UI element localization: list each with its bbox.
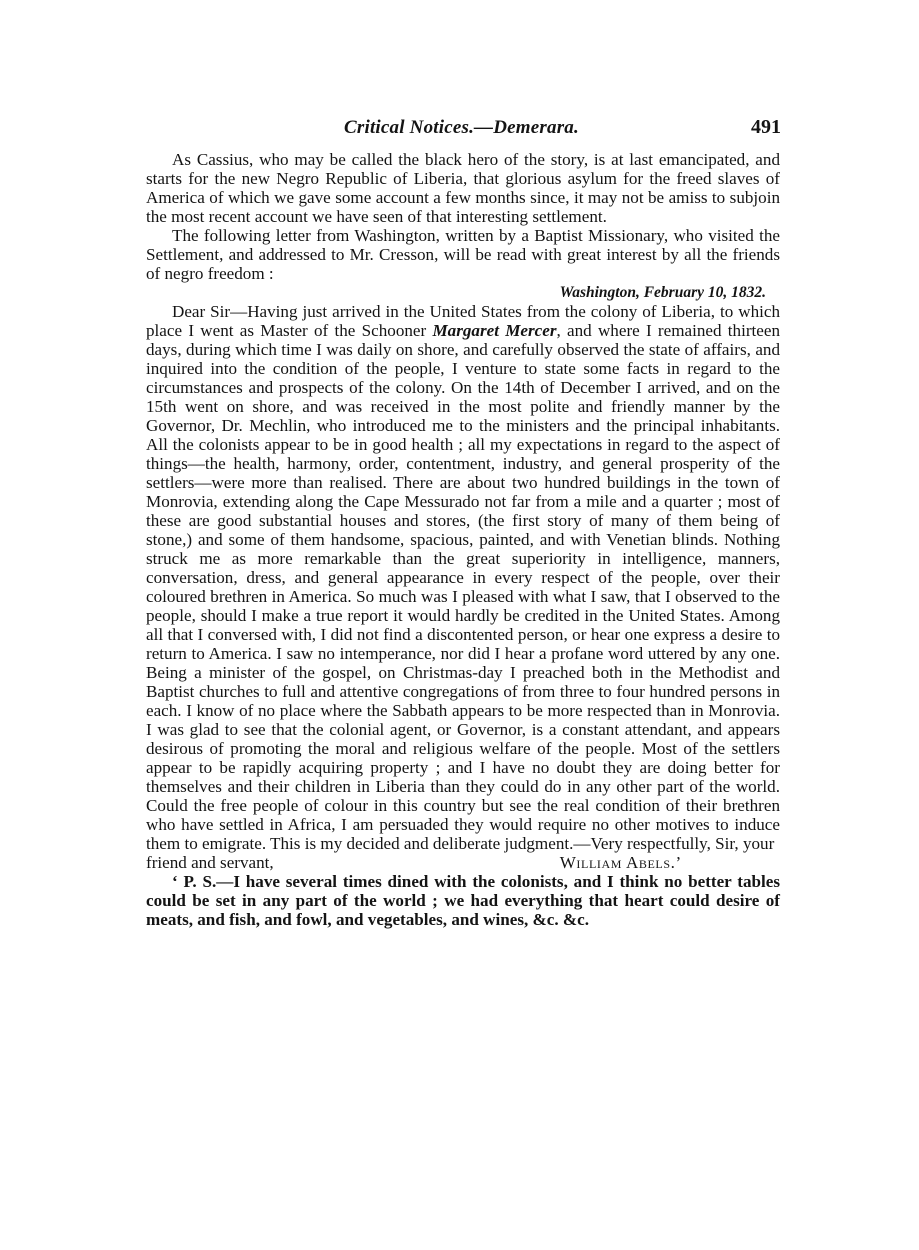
letter-body-part1: Dear Sir—Having just arrived in the United States from the colony of Liberia, to which place I went as Master of the Schooner bbox=[146, 302, 780, 340]
letter-body bbox=[146, 302, 780, 853]
postscript: ‘ P. S.—I have several times dined with the colonists, and I think no better tables could be set in any part of the world ; we had everything that heart could desire of meats, and fish, and fowl, and vegetables, and wines, &c. &c. bbox=[146, 872, 780, 929]
signature-line bbox=[146, 853, 780, 872]
ship-name: Margaret Mercer bbox=[432, 321, 557, 340]
running-head: Critical Notices.—Demerara. bbox=[344, 117, 579, 138]
intro-paragraph: As Cassius, who may be called the black hero of the story, is at last emancipated, and starts for the new Negro Republic of Liberia, that glorious asylum for the freed slaves of America of which we gave some account a few months since, it may not be amiss to subjoin the most recent account we have seen of that interesting settlement. bbox=[146, 150, 780, 226]
letter-intro-paragraph: The following letter from Washington, written by a Baptist Missionary, who visited the Settlement, and addressed to Mr. Cresson, will be read with great interest by all the friends of negro freedom : bbox=[146, 226, 780, 283]
letter-closing: friend and servant, bbox=[146, 853, 274, 872]
letter-body-part2: , and where I remained thirteen days, during which time I was daily on shore, and carefully observed the state of affairs, and inquired into the condition of the people, I venture to state some facts in regard to the circumstances and prospects of the colony. On the 14th of December I arrived, and on the 15th went on shore, and was received in the most polite and friendly manner by the Governor, Dr. Mechlin, who introduced me to the ministers and the principal inhabitants. All the colonists appear to be in good health ; all my expectations in regard to the aspect of things—the health, harmony, order, contentment, industry, and general prosperity of the settlers—were more than realised. There are about two hundred buildings in the town of Monrovia, extending along the Cape Messurado not far from a mile and a quarter ; most of these are good substantial houses and stores, (the first story of many of them being of stone,) and some of them handsome, spacious, painted, and with Venetian blinds. Nothing struck me as more remarkable than the great superiority in intelligence, manners, conversation, dress, and general appearance in every respect of the people, over their coloured brethren in America. So much was I pleased with what I saw, that I observed to the people, should I make a true report it would hardly be credited in the United States. Among all that I conversed with, I did not find a discontented person, or hear one express a desire to return to America. I saw no intemperance, nor did I hear a profane word uttered by any one. Being a minister of the gospel, on Christmas-day I preached both in the Methodist and Baptist churches to full and attentive congregations of from three to four hundred persons in each. I know of no place where the Sabbath appears to be more respected than in Monrovia. I was glad to see that the colonial agent, or Governor, is a constant attendant, and appears desirous of promoting the moral and religious welfare of the people. Most of the settlers appear to be rapidly acquiring property ; and I have no doubt they are doing better for themselves and their children in Liberia than they could do in any other part of the world. Could the free people of colour in this country but see the real condition of their brethren who have settled in Africa, I am persuaded they would require no other motives to induce them to emigrate. This is my decided and deliberate judgment.—Very respectfully, Sir, your bbox=[146, 321, 780, 853]
article-body bbox=[146, 150, 780, 929]
page-header bbox=[146, 117, 781, 145]
letter-dateline: Washington, February 10, 1832. bbox=[559, 284, 766, 301]
letter-signature: William Abels.’ bbox=[559, 853, 682, 872]
page-number: 491 bbox=[751, 116, 781, 138]
